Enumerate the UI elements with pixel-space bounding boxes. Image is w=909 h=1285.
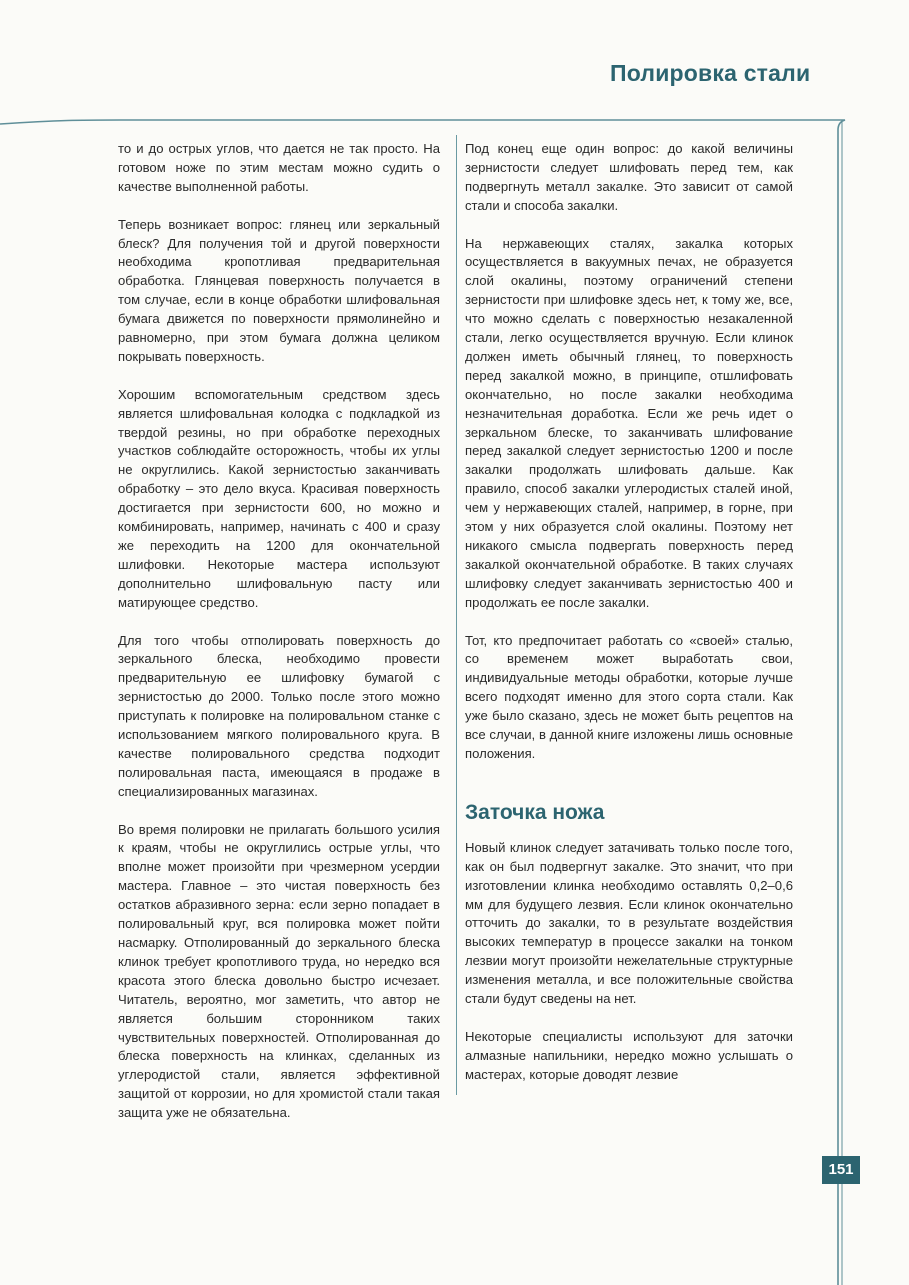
left-column xyxy=(118,140,440,1142)
paragraph: Некоторые специалисты используют для заточки алмазные напильники, нередко можно услышать о мастерах, которые доводят лезвие xyxy=(465,1028,793,1082)
paragraph: Тот, кто предпочитает работать со «своей» сталью, со временем может выработать свои, индивидуальные методы обработки, которые лучше всего подходят именно для этого сорта стали. Как уже было сказано, здесь не может быть рецептов на все случаи, в данной книге изложены лишь основные положения. xyxy=(465,632,793,761)
column-divider xyxy=(456,135,457,1095)
right-column xyxy=(465,140,793,1103)
paragraph: На нержавеющих сталях, закалка которых осуществляется в вакуумных печах, не образуется слой окалины, поэтому ограничений степени зернистости при шлифовке здесь нет, к тому же, все, что можно сделать с поверхностью незакаленной стали, легко осуществляется вручную. Если клинок должен иметь обычный глянец, то поверхность перед закалкой можно, в принципе, отшлифовать окончательно, но после закалки необходима незначительная доработка. Если же речь идет о зеркальном блеске, то заканчивать шлифование перед закалкой следует зернистостью 1200 и после закалки продолжать шлифовать дальше. Как правило, способ закалки углеродистых сталей иной, чем у нержавеющих сталей, например, в горне, при этом у них образуется слой окалины. Поэтому нет никакого смысла подвергать поверхность перед закалкой окончательной обработке. В таких случаях шлифовку следует заканчивать зернистостью 400 и продолжать ее после закалки. xyxy=(465,235,793,610)
paragraph: то и до острых углов, что дается не так просто. На готовом ноже по этим местам можно судить о качестве выполненной работы. xyxy=(118,141,440,194)
section-heading: Заточка ножа xyxy=(465,800,605,824)
page-number: 151 xyxy=(822,1156,860,1184)
paragraph: Хорошим вспомогательным средством здесь является шлифовальная колодка с подкладкой из твердой резины, но при обработке переходных участков соблюдайте осторожность, чтобы их углы не округлились. Какой зернистостью заканчивать обработку – это дело вкуса. Красивая поверхность достигается при зернистости 600, но можно и комбинировать, например, начинать с 400 и сразу же переходить на 1200 для окончательной шлифовки. Некоторые мастера используют дополнительно шлифовальную пасту или матирующее средство. xyxy=(118,386,440,610)
paragraph: Для того чтобы отполировать поверхность до зеркального блеска, необходимо провести предварительную ее шлифовку бумагой с зернистостью до 2000. Только после этого можно приступать к полировке на полировальном станке с использованием мягкого полировального круга. В качестве полировального средства подходит полировальная паста, имеющаяся в продаже в специализированных магазинах. xyxy=(118,632,440,799)
paragraph: Новый клинок следует затачивать только после того, как он был подвергнут закалке. Это значит, что при изготовлении клинка необходимо оставлять 0,2–0,6 мм для будущего лезвия. Если клинок окончательно отточить до закалки, то в результате воздействия высоких температур в процессе закалки на тонком лезвии могут произойти нежелательные структурные изменения металла, и все положительные свойства стали будут сведены на нет. xyxy=(465,839,793,1007)
paragraph: Теперь возникает вопрос: глянец или зеркальный блеск? Для получения той и другой поверхности необходима кропотливая предварительная обработка. Глянцевая поверхность получается в том случае, если в конце обработки шлифовальная бумага движется по поверхности прямолинейно и равномерно, при этом бумага должна целиком покрывать поверхность. xyxy=(118,216,440,364)
page-title: Полировка стали xyxy=(610,60,811,86)
paragraph: Под конец еще один вопрос: до какой величины зернистости следует шлифовать перед тем, как подвергнуть металл закалке. Это зависит от самой стали и способа закалки. xyxy=(465,141,793,213)
paragraph: Во время полировки не прилагать большого усилия к краям, чтобы не округлились острые углы, что вполне может произойти при чрезмерном усердии мастера. Главное – это чистая поверхность без остатков абразивного зерна: если зерно попадает в полировальный круг, вся полировка может пойти насмарку. Отполированный до зеркального блеска клинок требует кропотливого труда, но нередко вся красота этого блеска довольно быстро исчезает. Читатель, вероятно, мог заметить, что автор не является большим сторонником таких чувствительных поверхностей. Отполированная до блеска поверхность на клинках, сделанных из углеродистой стали, является эффективной защитой от коррозии, но для хромистой стали такая защита уже не обязательна. xyxy=(118,821,440,1121)
